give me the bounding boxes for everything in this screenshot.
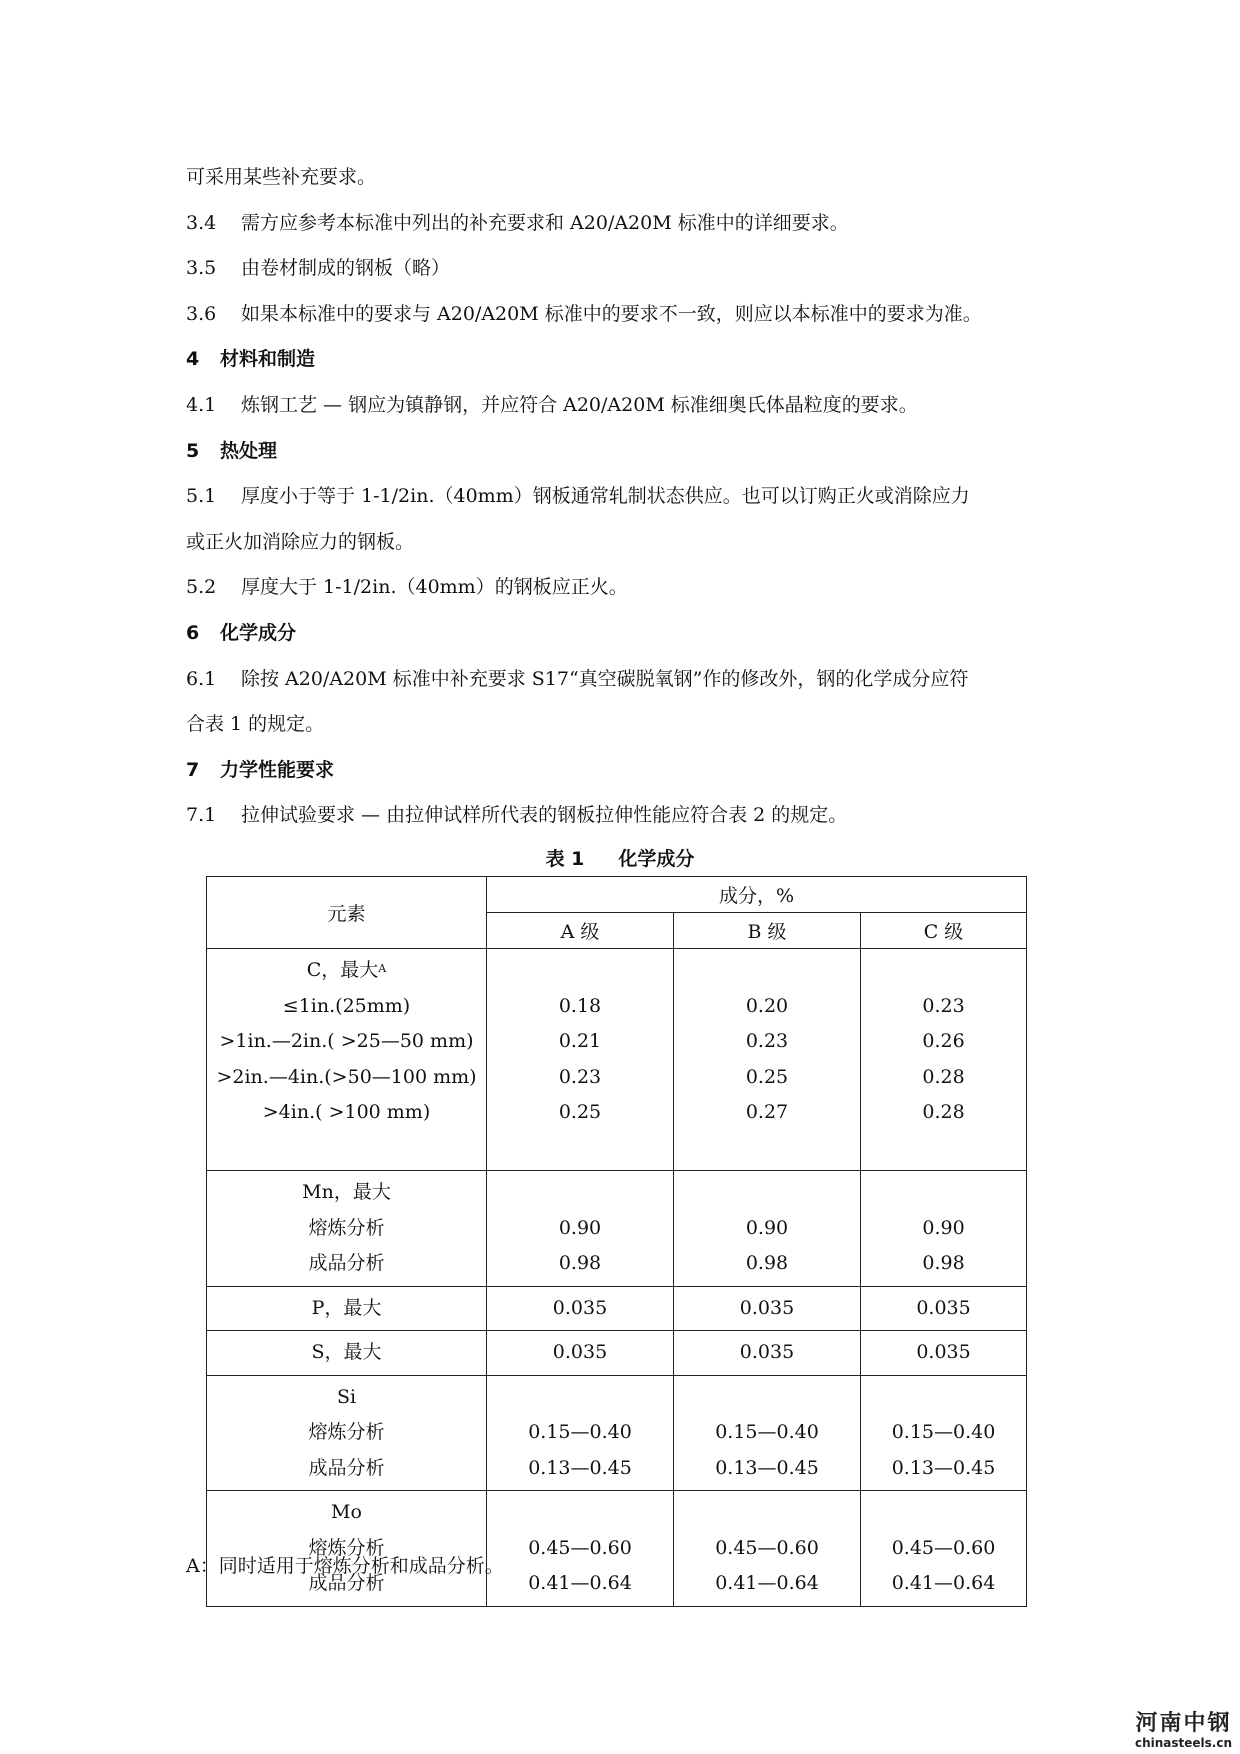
analysis-type: 成品分析: [308, 1572, 385, 1594]
value: 0.035: [916, 1296, 971, 1319]
paragraph: [186, 200, 1066, 246]
clause-number: 6.1: [186, 667, 217, 690]
header-grade: B 级: [674, 913, 861, 949]
analysis-type: 熔炼分析: [308, 1536, 385, 1559]
paragraph: [186, 656, 1066, 702]
analysis-type: 成品分析: [308, 1252, 385, 1274]
blank-line: [487, 953, 673, 989]
chemical-composition-table: [206, 876, 1027, 1607]
phosphorus-row: [207, 1286, 1027, 1331]
blank-line: [487, 1175, 673, 1211]
value: 0.15—0.40: [528, 1421, 632, 1443]
analysis-type: 成品分析: [308, 1456, 385, 1479]
footnote-marker: A: [378, 962, 387, 975]
carbon-row: [207, 949, 1027, 1171]
phosphorus-label-cell: [207, 1286, 487, 1331]
manganese-value-cell: [861, 1171, 1027, 1287]
silicon-value-cell: [861, 1375, 1027, 1491]
value: 0.45—0.60: [528, 1536, 632, 1559]
thickness-range: >4in.( >100 mm): [262, 1101, 431, 1123]
value: 0.21: [558, 1030, 602, 1052]
clause-number: 5: [186, 439, 200, 462]
clause-text: 力学性能要求: [220, 758, 335, 781]
value: 0.98: [745, 1252, 789, 1274]
value: 0.41—0.64: [715, 1572, 819, 1594]
blank-line: [674, 1380, 860, 1416]
blank-line: [861, 1380, 1026, 1416]
clause-text: 厚度小于等于 1-1/2in.（40mm）钢板通常轧制状态供应。也可以订购正火或消除应力: [241, 485, 970, 508]
value: 0.035: [739, 1341, 795, 1363]
blank-line: [487, 1131, 673, 1167]
value: 0.26: [922, 1030, 965, 1052]
paragraph: [186, 792, 1066, 838]
value: 0.28: [922, 1101, 965, 1123]
manganese-label-cell: [207, 1171, 487, 1287]
value: 0.98: [922, 1252, 965, 1274]
value: 0.90: [558, 1216, 602, 1239]
element-label: Mo: [331, 1501, 362, 1523]
phosphorus-value-cell: [674, 1286, 861, 1331]
sulfur-value-cell: [861, 1331, 1027, 1376]
carbon-label: C，最大: [306, 959, 379, 981]
value: 0.90: [745, 1216, 789, 1239]
value: 0.23: [745, 1030, 789, 1052]
clause-text: 由卷材制成的钢板（略）: [241, 257, 451, 280]
value: 0.23: [922, 994, 965, 1017]
clause-number: 4: [186, 348, 200, 371]
clause-text: 合表 1 的规定。: [186, 713, 325, 736]
header-element: 元素: [207, 877, 487, 949]
value: 0.13—0.45: [715, 1456, 819, 1479]
manganese-value-cell: [674, 1171, 861, 1287]
blank-line: [487, 1495, 673, 1531]
clause-text: 热处理: [220, 439, 278, 462]
value: 0.15—0.40: [891, 1421, 996, 1443]
molybdenum-label-cell: [207, 1491, 487, 1607]
value: 0.23: [558, 1065, 602, 1088]
element-label: S，最大: [311, 1341, 382, 1363]
silicon-value-cell: [674, 1375, 861, 1491]
carbon-value-cell: [674, 949, 861, 1171]
clause-number: 5.1: [186, 485, 217, 508]
header-row: [207, 877, 1027, 913]
clause-text: 炼钢工艺 — 钢应为镇静钢，并应符合 A20/A20M 标准细奥氏体晶粒度的要求。: [241, 394, 918, 416]
clause-text: 厚度大于 1-1/2in.（40mm）的钢板应正火。: [241, 576, 628, 599]
clause-text: 拉伸试验要求 — 由拉伸试样所代表的钢板拉伸性能应符合表 2 的规定。: [241, 804, 848, 827]
blank-line: [674, 1175, 860, 1211]
thickness-range: ≤1in.(25mm): [282, 994, 411, 1017]
value: 0.035: [916, 1341, 971, 1363]
molybdenum-row: [207, 1491, 1027, 1607]
paragraph: [186, 473, 1066, 519]
blank-line: [861, 953, 1026, 989]
thickness-range: >2in.—4in.(>50—100 mm): [216, 1065, 477, 1088]
section-heading: [186, 610, 1066, 656]
thickness-range: >1in.—2in.( >25—50 mm): [219, 1030, 474, 1052]
clause-text: 或正火加消除应力的钢板。: [186, 530, 415, 553]
clause-number: 4.1: [186, 394, 217, 416]
silicon-label-cell: [207, 1375, 487, 1491]
value: 0.20: [745, 994, 789, 1017]
molybdenum-value-cell: [674, 1491, 861, 1607]
manganese-value-cell: [487, 1171, 674, 1287]
value: 0.035: [552, 1296, 608, 1319]
clause-text: 化学成分: [220, 622, 297, 644]
sulfur-value-cell: [487, 1331, 674, 1376]
analysis-type: 熔炼分析: [308, 1421, 385, 1443]
value: 0.25: [558, 1101, 602, 1123]
table-caption: 化学成分: [618, 848, 695, 870]
clause-text: 可采用某些补充要求。: [186, 166, 377, 188]
phosphorus-value-cell: [487, 1286, 674, 1331]
section-heading: [186, 747, 1066, 793]
value: 0.035: [739, 1296, 795, 1319]
paragraph: [186, 519, 1066, 565]
carbon-label-cell: [207, 949, 487, 1171]
blank-line: [861, 1131, 1026, 1167]
value: 0.41—0.64: [528, 1572, 632, 1594]
silicon-value-cell: [487, 1375, 674, 1491]
molybdenum-value-cell: [487, 1491, 674, 1607]
paragraph: [186, 564, 1066, 610]
table-title: [0, 844, 1240, 871]
table-number: 表 1: [545, 848, 585, 870]
clause-text: 如果本标准中的要求与 A20/A20M 标准中的要求不一致，则应以本标准中的要求为准。: [241, 302, 982, 325]
watermark-brand: 河南中钢: [1135, 1711, 1232, 1736]
clause-number: 7.1: [186, 804, 217, 827]
value: 0.41—0.64: [891, 1572, 996, 1594]
clause-text: 材料和制造: [220, 348, 316, 371]
clause-number: 3.5: [186, 257, 217, 280]
carbon-value-cell: [487, 949, 674, 1171]
clause-text: 需方应参考本标准中列出的补充要求和 A20/A20M 标准中的详细要求。: [241, 211, 849, 234]
carbon-value-cell: [861, 949, 1027, 1171]
value: 0.27: [745, 1101, 789, 1123]
clause-number: 3.4: [186, 211, 217, 234]
silicon-row: [207, 1375, 1027, 1491]
manganese-row: [207, 1171, 1027, 1287]
value: 0.45—0.60: [891, 1536, 996, 1559]
header-grade: C 级: [861, 913, 1027, 949]
clause-number: 5.2: [186, 576, 217, 599]
section-heading: [186, 336, 1066, 382]
blank-line: [207, 1131, 486, 1167]
sulfur-label-cell: [207, 1331, 487, 1376]
value: 0.25: [745, 1065, 789, 1088]
blank-line: [861, 1175, 1026, 1211]
header-composition: 成分，%: [487, 877, 1027, 913]
paragraph: [186, 701, 1066, 747]
blank-line: [861, 1495, 1026, 1531]
value: 0.28: [922, 1065, 965, 1088]
watermark-url: chinasteels.cn: [1134, 1736, 1232, 1750]
value: 0.18: [558, 994, 602, 1017]
clause-number: 3.6: [186, 302, 217, 325]
blank-line: [674, 953, 860, 989]
value: 0.15—0.40: [715, 1421, 819, 1443]
value: 0.13—0.45: [528, 1456, 632, 1479]
header-grade: A 级: [487, 913, 674, 949]
element-label: Mn，最大: [302, 1181, 391, 1203]
blank-line: [674, 1131, 860, 1167]
value: 0.45—0.60: [715, 1536, 819, 1559]
value: 0.035: [552, 1341, 608, 1363]
paragraph: [186, 291, 1066, 337]
sulfur-value-cell: [674, 1331, 861, 1376]
blank-line: [487, 1380, 673, 1416]
phosphorus-value-cell: [861, 1286, 1027, 1331]
value: 0.90: [922, 1216, 965, 1239]
element-label: [207, 953, 486, 989]
sulfur-row: [207, 1331, 1027, 1376]
paragraph: [186, 382, 1066, 428]
element-label: Si: [336, 1385, 357, 1408]
clause-number: 7: [186, 758, 200, 781]
paragraph: [186, 154, 1066, 200]
blank-line: [674, 1495, 860, 1531]
element-label: P，最大: [311, 1296, 382, 1319]
table-footnote: A：同时适用于熔炼分析和成品分析。: [186, 1555, 504, 1577]
molybdenum-value-cell: [861, 1491, 1027, 1607]
value: 0.13—0.45: [891, 1456, 996, 1479]
clause-number: 6: [186, 622, 200, 644]
clause-text: 除按 A20/A20M 标准中补充要求 S17“真空碳脱氧钢”作的修改外，钢的化学成分应符: [241, 667, 969, 690]
site-watermark: [1135, 1712, 1232, 1750]
value: 0.98: [558, 1252, 602, 1274]
paragraph: [186, 245, 1066, 291]
analysis-type: 熔炼分析: [308, 1216, 385, 1239]
section-heading: [186, 428, 1066, 474]
